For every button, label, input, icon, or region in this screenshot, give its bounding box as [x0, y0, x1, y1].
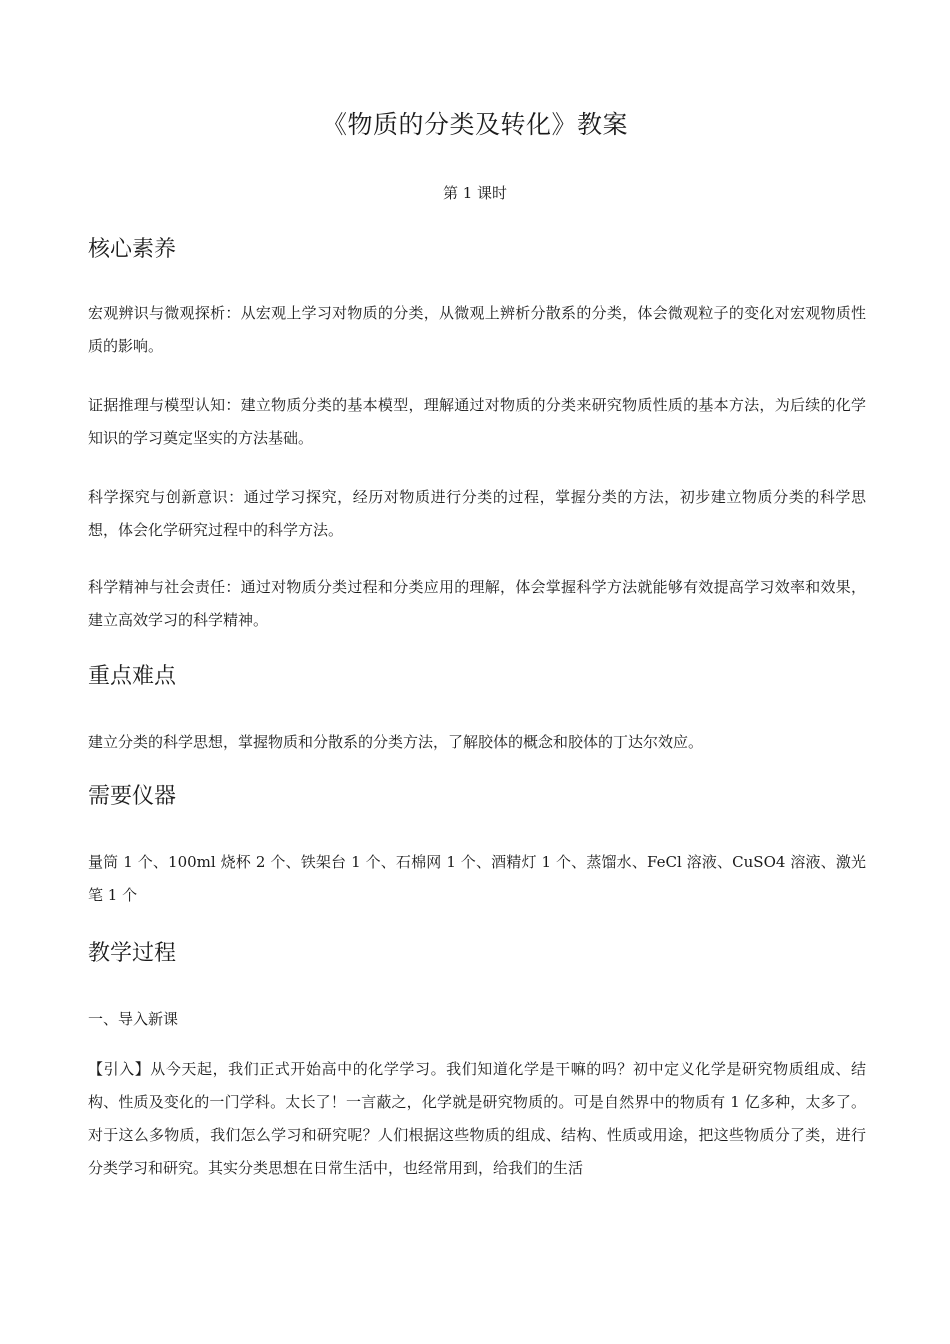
heading-teaching-process: 教学过程: [88, 941, 177, 966]
introduction-paragraph: 【引入】从今天起，我们正式开始高中的化学学习。我们知道化学是干嘛的吗？初中定义化学是研究物质组成、结构、性质及变化的一门学科。太长了！一言蔽之，化学就是研究物质的。可是自然界中的物质有 1 亿多种，太多了。对于这么多物质，我们怎么学习和研究呢？人们根据这些物质的组成、结构、性质或用途，把这些物质分了类，进行分类学习和研究。其实分类思想在日常生活中，也经常用到，给我们的生活: [88, 1060, 866, 1177]
core-literacy-paragraph-1: 宏观辨识与微观探析：从宏观上学习对物质的分类，从微观上辨析分散系的分类，体会微观粒子的变化对宏观物质性质的影响。: [88, 304, 866, 355]
core-literacy-paragraph-4: 科学精神与社会责任：通过对物质分类过程和分类应用的理解，体会掌握科学方法就能够有效提高学习效率和效果，建立高效学习的科学精神。: [88, 578, 866, 629]
heading-core-literacy: 核心素养: [88, 237, 177, 262]
key-points-paragraph: 建立分类的科学思想，掌握物质和分散系的分类方法，了解胶体的概念和胶体的丁达尔效应。: [88, 733, 704, 751]
step-introduction: 一、导入新课: [88, 1010, 179, 1028]
lesson-period: 第 1 课时: [442, 184, 508, 202]
heading-equipment: 需要仪器: [88, 784, 177, 809]
core-literacy-paragraph-2: 证据推理与模型认知：建立物质分类的基本模型，理解通过对物质的分类来研究物质性质的基本方法，为后续的化学知识的学习奠定坚实的方法基础。: [88, 396, 866, 447]
heading-key-points: 重点难点: [88, 664, 177, 689]
document-title: 《物质的分类及转化》教案: [321, 110, 628, 139]
equipment-list: 量筒 1 个、100ml 烧杯 2 个、铁架台 1 个、石棉网 1 个、酒精灯 1 个、蒸馏水、FeCl 溶液、CuSO4 溶液、激光笔 1 个: [88, 853, 866, 904]
core-literacy-paragraph-3: 科学探究与创新意识：通过学习探究，经历对物质进行分类的过程，掌握分类的方法，初步建立物质分类的科学思想，体会化学研究过程中的科学方法。: [88, 488, 866, 539]
